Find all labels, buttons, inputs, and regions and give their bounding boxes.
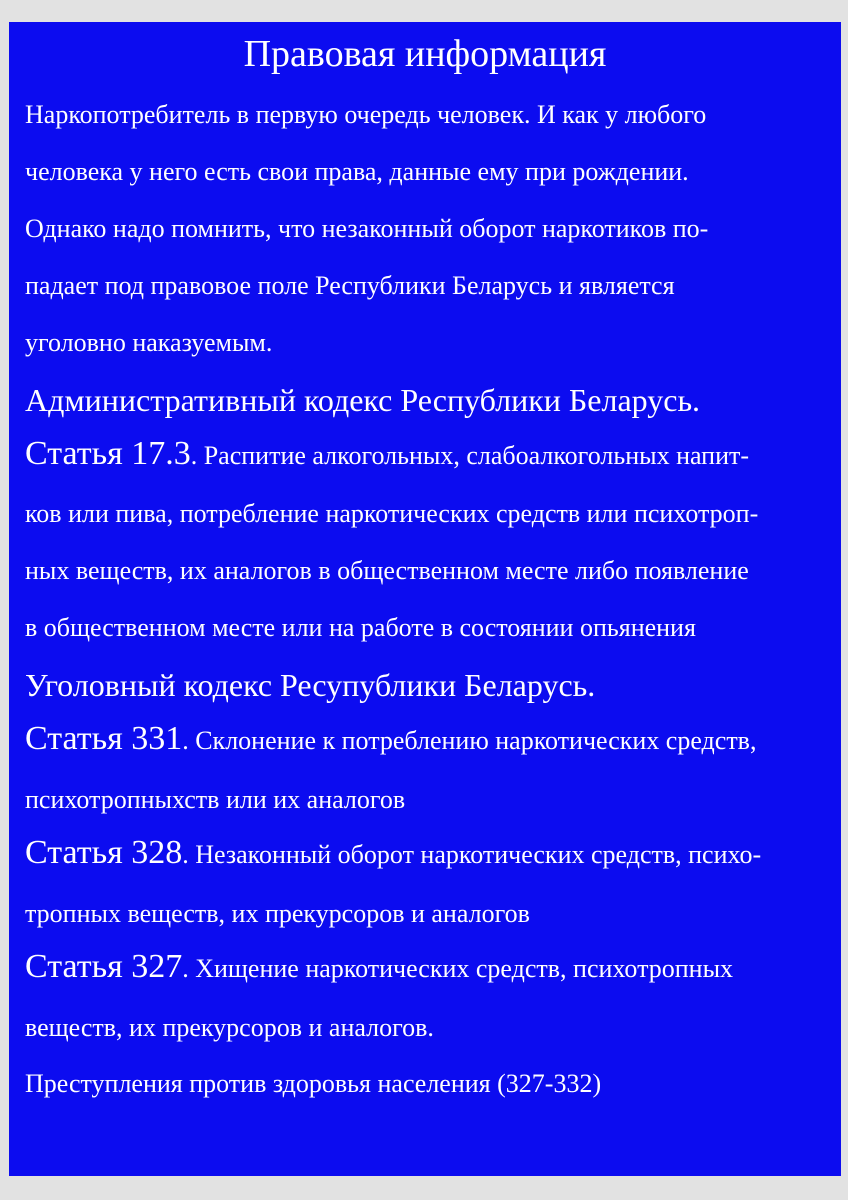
intro-line: падает под правовое поле Республики Беларусь и является	[25, 271, 675, 300]
legal-info-page	[9, 22, 841, 1176]
article-17-3-number: Статья 17.3	[25, 435, 191, 472]
crimes-footer: Преступления против здоровья населения (327-332)	[25, 1069, 602, 1098]
intro-line: уголовно наказуемым.	[25, 328, 273, 357]
article-327-text: . Хищение наркотических средств, психотропных	[182, 954, 734, 983]
article-331-first-line	[25, 720, 757, 757]
admin-code-heading: Административный кодекс Республики Беларусь.	[25, 382, 701, 418]
article-17-3-line: в общественном месте или на работе в состоянии опьянения	[25, 613, 696, 642]
article-328-text: . Незаконный оборот наркотических средств, психо-	[182, 840, 762, 869]
article-331-number: Статья 331	[25, 720, 183, 757]
article-328-first-line	[25, 834, 762, 871]
article-327-first-line	[25, 948, 734, 985]
article-328-line: тропных веществ, их прекурсоров и аналогов	[25, 899, 530, 928]
article-17-3-line: ных веществ, их аналогов в общественном месте либо появление	[25, 556, 749, 585]
intro-line: Однако надо помнить, что незаконный оборот наркотиков по-	[25, 214, 709, 243]
intro-line: человека у него есть свои права, данные ему при рождении.	[25, 157, 689, 186]
article-17-3-text: . Распитие алкогольных, слабоалкогольных напит-	[190, 441, 750, 470]
article-17-3-line: ков или пива, потребление наркотических средств или психотроп-	[25, 499, 759, 528]
page-title: Правовая информация	[243, 33, 607, 75]
article-17-3-first-line	[25, 435, 750, 472]
intro-line: Наркопотребитель в первую очередь человек. И как у любого	[25, 100, 707, 129]
article-331-text: . Склонение к потреблению наркотических средств,	[182, 726, 757, 755]
article-327-line: веществ, их прекурсоров и аналогов.	[25, 1013, 434, 1042]
article-327-number: Статья 327	[25, 948, 183, 985]
article-331-line: психотропныхств или их аналогов	[25, 785, 406, 814]
article-328-number: Статья 328	[25, 834, 183, 871]
criminal-code-heading: Уголовный кодекс Ресупублики Беларусь.	[25, 667, 596, 703]
